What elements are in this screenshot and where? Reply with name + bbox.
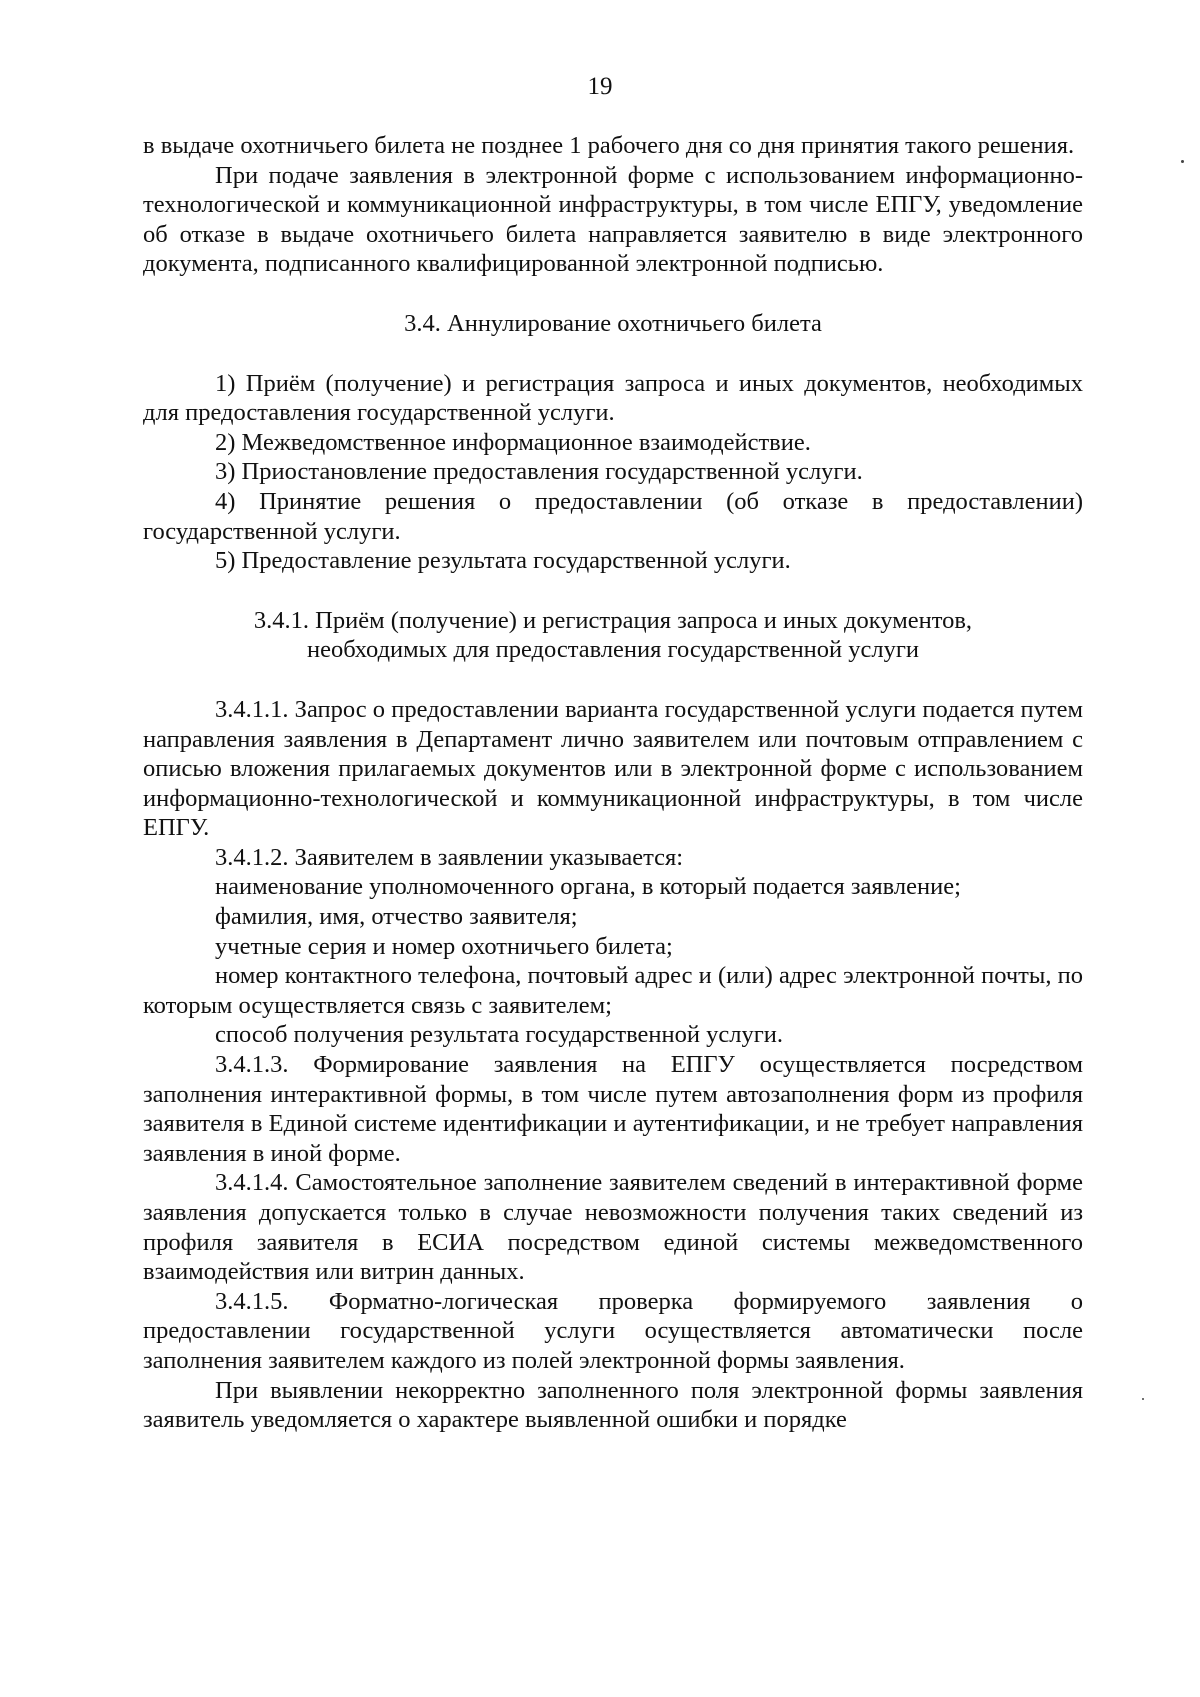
paragraph-3-4-1-2: 3.4.1.2. Заявителем в заявлении указывается: [215, 843, 684, 871]
scan-speck [1181, 160, 1184, 163]
list-item-name: фамилия, имя, отчество заявителя; [215, 903, 578, 931]
list-item-authority: наименование уполномоченного органа, в который подается заявление; [215, 873, 961, 901]
procedure-item-1: 1) Приём (получение) и регистрация запроса и иных документов, необходимых для предоставления государственной услуги. [143, 369, 1083, 427]
procedure-item-2: 2) Межведомственное информационное взаимодействие. [215, 428, 811, 456]
paragraph-continuation: в выдаче охотничьего билета не позднее 1 рабочего дня со дня принятия такого решения. [143, 132, 1075, 159]
document-body [143, 131, 1083, 1435]
paragraph-3-4-1-4: 3.4.1.4. Самостоятельное заполнение заявителем сведений в интерактивной форме заявления допускается только в случае невозможности получения таких сведений из профиля заявителя в ЕСИА посредством единой системы межведомственного взаимодействия или витрин данных. [143, 1169, 1083, 1286]
paragraph-3-4-1-1: 3.4.1.1. Запрос о предоставлении варианта государственной услуги подается путем направления заявления в Департамент лично заявителем или почтовым отправлением с описью вложения прилагаемых документов или в электронной форме с использованием информационно-технологической и коммуникационной инфраструктуры, в том числе ЕПГУ. [143, 695, 1083, 842]
scan-speck [1142, 1398, 1144, 1400]
procedure-item-4: 4) Принятие решения о предоставлении (об отказе в предоставлении) государственной услуги. [143, 487, 1083, 545]
paragraph-3-4-1-5: 3.4.1.5. Форматно-логическая проверка формируемого заявления о предоставлении государственной услуги осуществляется автоматически после заполнения заявителем каждого из полей электронной формы заявления. [143, 1287, 1083, 1374]
subsection-heading-line-2: необходимых для предоставления государственной услуги [306, 636, 920, 664]
procedure-item-5: 5) Предоставление результата государственной услуги. [215, 547, 791, 575]
paragraph-3-4-1-3: 3.4.1.3. Формирование заявления на ЕПГУ осуществляется посредством заполнения интерактивной формы, в том числе путем автозаполнения форм из профиля заявителя в Единой системе идентификации и аутентификации, и не требует направления заявления в иной форме. [143, 1051, 1083, 1167]
paragraph-error-notice: При выявлении некорректно заполненного поля электронной формы заявления заявитель уведомляется о характере выявленной ошибки и порядке [143, 1376, 1083, 1434]
list-item-ticket-number: учетные серия и номер охотничьего билета; [215, 932, 673, 960]
paragraph-electronic-notice: При подаче заявления в электронной форме с использованием информационно-технологической и коммуникационной инфраструктуры, в том числе ЕПГУ, уведомление об отказе в выдаче охотничьего билета направляется заявителю в виде электронного документа, подписанного квалифицированной электронной подписью. [143, 161, 1083, 278]
list-item-result-method: способ получения результата государственной услуги. [215, 1021, 783, 1049]
section-heading: 3.4. Аннулирование охотничьего билета [404, 309, 822, 337]
list-item-contacts: номер контактного телефона, почтовый адрес и (или) адрес электронной почты, по которым осуществляется связь с заявителем; [143, 962, 1083, 1019]
page-number: 19 [587, 73, 613, 100]
procedure-item-3: 3) Приостановление предоставления государственной услуги. [215, 458, 863, 486]
subsection-heading-line-1: 3.4.1. Приём (получение) и регистрация запроса и иных документов, [253, 606, 973, 634]
